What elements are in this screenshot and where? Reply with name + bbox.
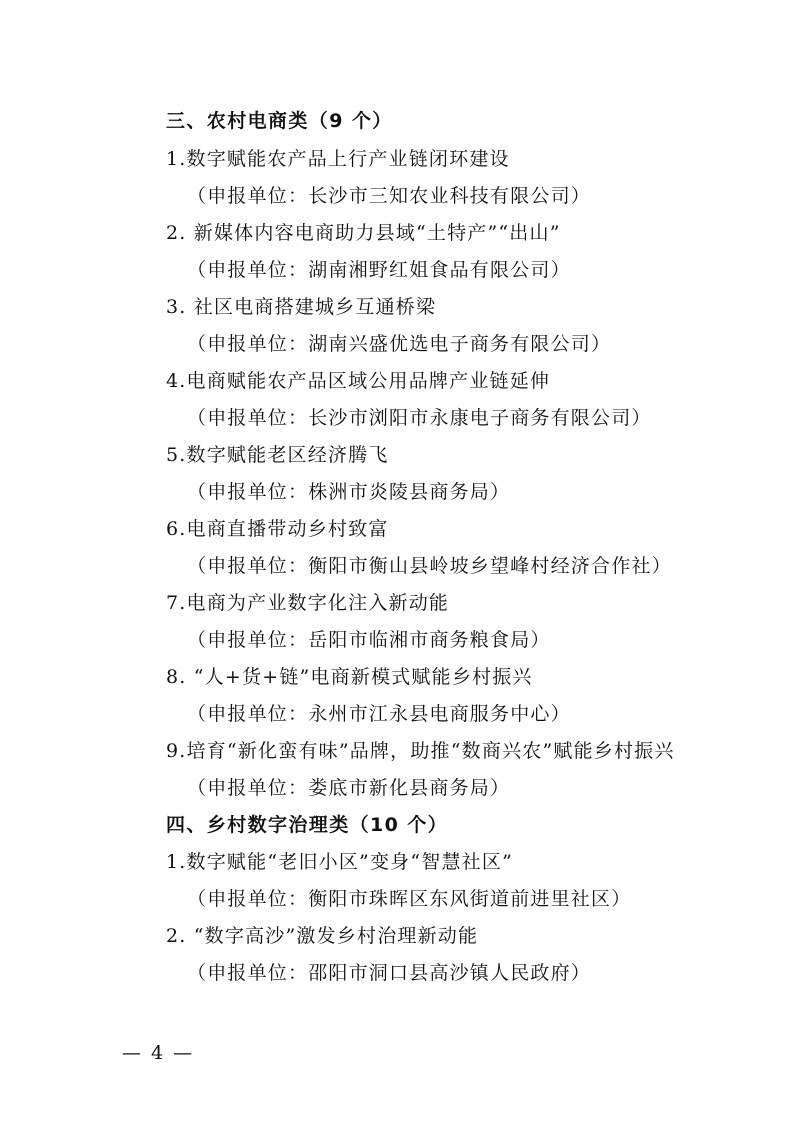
list-item-title: 5.数字赋能老区经济腾飞	[166, 444, 389, 466]
list-item-title: 6.电商直播带动乡村致富	[166, 518, 389, 540]
list-item-unit: （申报单位：邵阳市洞口县高沙镇人民政府）	[187, 962, 592, 984]
section-heading-rural-digital-governance: 四、乡村数字治理类（10 个）	[166, 814, 449, 836]
list-item-unit: （申报单位：娄底市新化县商务局）	[187, 777, 511, 799]
list-item-title: 3. 社区电商搭建城乡互通桥梁	[166, 296, 437, 318]
list-item-title: 1.数字赋能“老旧小区”变身“智慧社区”	[166, 851, 513, 873]
list-item-unit: （申报单位：长沙市三知农业科技有限公司）	[187, 185, 592, 207]
list-item-unit: （申报单位：永州市江永县电商服务中心）	[187, 703, 571, 725]
list-item-title: 9.培育“新化蛮有味”品牌，助推“数商兴农”赋能乡村振兴	[166, 740, 675, 762]
list-item-title: 4.电商赋能农产品区域公用品牌产业链延伸	[166, 370, 551, 392]
list-item-title: 1.数字赋能农产品上行产业链闭环建设	[166, 148, 510, 170]
list-item-unit: （申报单位：株洲市炎陵县商务局）	[187, 481, 511, 503]
list-item-unit: （申报单位：湖南湘野红姐食品有限公司）	[187, 259, 571, 281]
section-heading-rural-ecommerce: 三、农村电商类（9 个）	[166, 110, 393, 132]
list-item-title: 2. 新媒体内容电商助力县域“土特产”“出山”	[166, 222, 561, 244]
list-item-title: 7.电商为产业数字化注入新动能	[166, 592, 450, 614]
list-item-title: 2. “数字高沙”激发乡村治理新动能	[166, 925, 479, 947]
page-number: — 4 —	[122, 1042, 195, 1064]
list-item-title: 8. “人+货+链”电商新模式赋能乡村振兴	[166, 666, 533, 688]
list-item-unit: （申报单位：长沙市浏阳市永康电子商务有限公司）	[187, 407, 652, 429]
list-item-unit: （申报单位：衡阳市珠晖区东风街道前进里社区）	[187, 888, 632, 910]
list-item-unit: （申报单位：湖南兴盛优选电子商务有限公司）	[187, 333, 612, 355]
list-item-unit: （申报单位：衡阳市衡山县岭坡乡望峰村经济合作社）	[187, 555, 672, 577]
list-item-unit: （申报单位：岳阳市临湘市商务粮食局）	[187, 629, 551, 651]
